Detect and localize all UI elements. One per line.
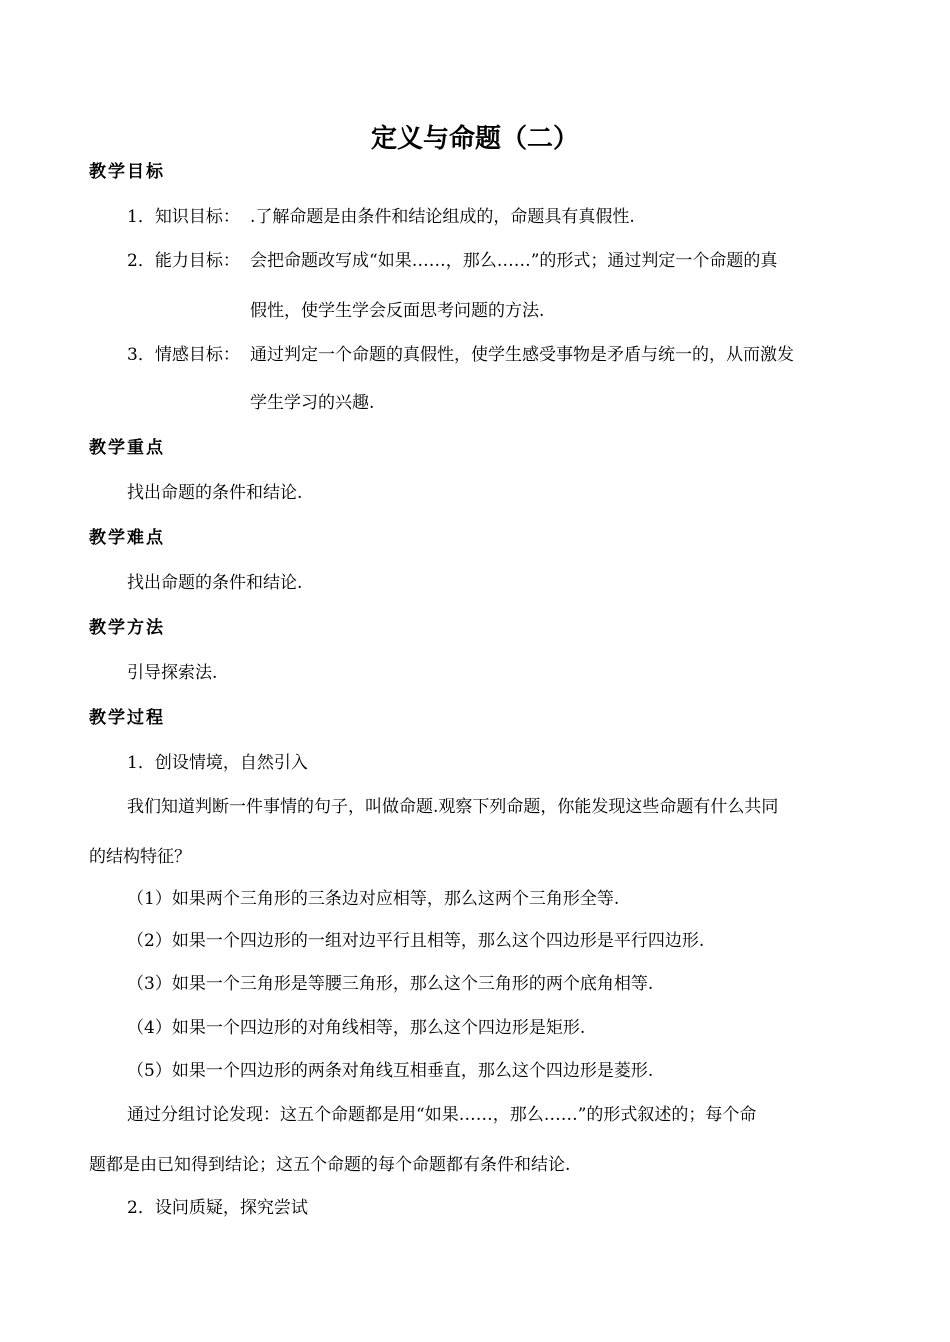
- section-heading-process: 教学过程: [89, 708, 165, 728]
- section-heading-methods: 教学方法: [89, 618, 165, 638]
- objective-1-text: .了解命题是由条件和结论组成的，命题具有真假性.: [250, 207, 635, 227]
- objective-3-label: 3．情感目标：: [127, 345, 240, 365]
- proposition-1: （1）如果两个三角形的三条边对应相等，那么这两个三角形全等.: [127, 889, 620, 909]
- process-step-1: 1．创设情境，自然引入: [127, 753, 308, 773]
- section-heading-key-points: 教学重点: [89, 438, 165, 458]
- objective-1-label: 1．知识目标：: [127, 207, 240, 227]
- process-intro-line1: 我们知道判断一件事情的句子，叫做命题.观察下列命题，你能发现这些命题有什么共同: [127, 797, 779, 817]
- proposition-4: （4）如果一个四边形的对角线相等，那么这个四边形是矩形.: [127, 1018, 586, 1038]
- process-intro-line2: 的结构特征？: [89, 847, 191, 867]
- proposition-3: （3）如果一个三角形是等腰三角形，那么这个三角形的两个底角相等.: [127, 974, 654, 994]
- objective-2-text-line1: 会把命题改写成“如果……，那么……”的形式；通过判定一个命题的真: [250, 251, 778, 271]
- process-step-2: 2．设问质疑，探究尝试: [127, 1198, 308, 1218]
- section-heading-difficulties: 教学难点: [89, 528, 165, 548]
- difficulties-text: 找出命题的条件和结论.: [127, 573, 303, 593]
- objective-3-text-line2: 学生学习的兴趣.: [250, 393, 375, 413]
- proposition-2: （2）如果一个四边形的一组对边平行且相等，那么这个四边形是平行四边形.: [127, 931, 705, 951]
- objective-2-label: 2．能力目标：: [127, 251, 240, 271]
- methods-text: 引导探索法.: [127, 663, 218, 683]
- objective-2-text-line2: 假性，使学生学会反面思考问题的方法.: [250, 301, 545, 321]
- section-heading-objectives: 教学目标: [89, 162, 165, 182]
- objective-3-text-line1: 通过判定一个命题的真假性，使学生感受事物是矛盾与统一的，从而激发: [250, 345, 794, 365]
- proposition-5: （5）如果一个四边形的两条对角线互相垂直，那么这个四边形是菱形.: [127, 1061, 654, 1081]
- page-title: 定义与命题（二）: [370, 124, 579, 154]
- key-points-text: 找出命题的条件和结论.: [127, 483, 303, 503]
- discussion-line1: 通过分组讨论发现：这五个命题都是用“如果……，那么……”的形式叙述的；每个命: [127, 1105, 757, 1125]
- discussion-line2: 题都是由已知得到结论；这五个命题的每个命题都有条件和结论.: [89, 1155, 571, 1175]
